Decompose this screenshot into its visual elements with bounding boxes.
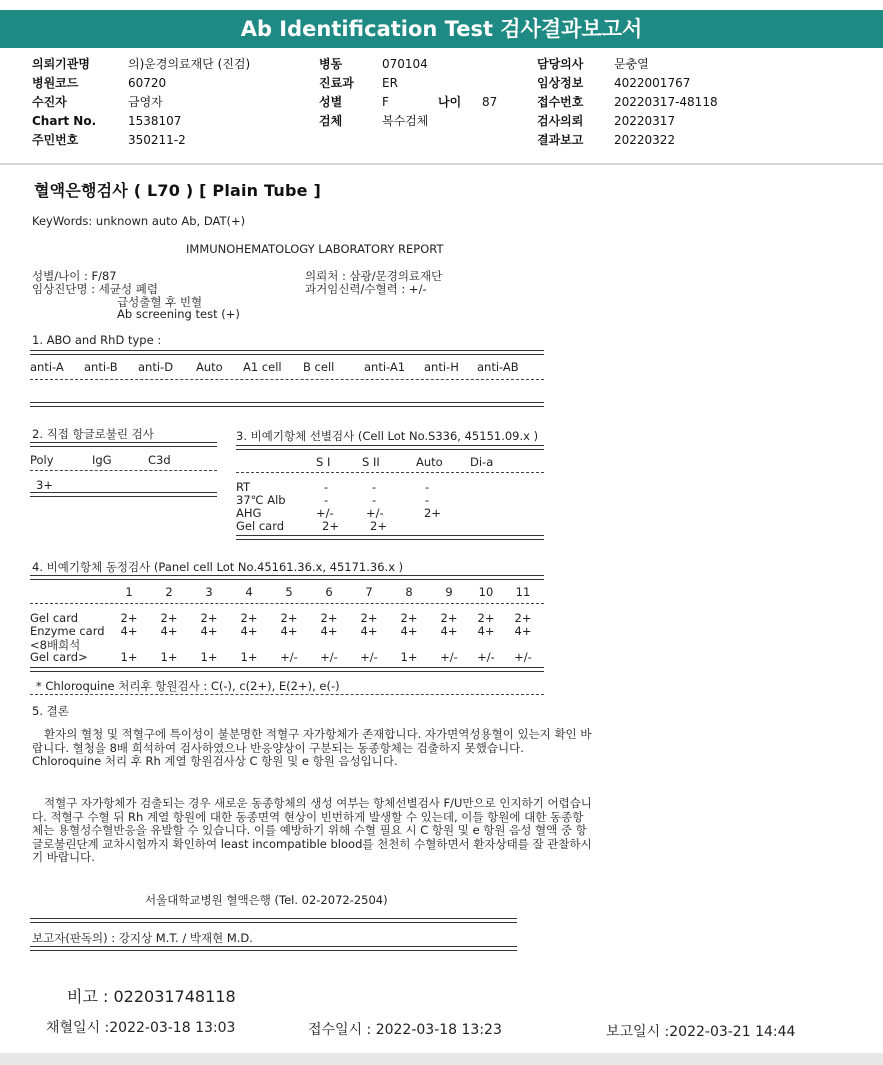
section-1-title: 1. ABO and RhD type : <box>32 333 162 347</box>
panel-cell: +/- <box>320 650 338 664</box>
panel-row-label: Gel card> <box>30 650 88 664</box>
panel-cell: +/- <box>280 650 298 664</box>
meta-value: 의)운경의료재단 (진검) <box>128 57 251 71</box>
diagnosis: 임상진단명 : 세균성 폐렴 <box>32 282 158 296</box>
double-rule <box>30 946 517 951</box>
panel-cell: +/- <box>477 650 495 664</box>
meta-label: Chart No. <box>32 114 97 128</box>
section-5-title: 5. 결론 <box>32 704 69 718</box>
panel-cell: 2+ <box>440 611 458 625</box>
chloroquine-result: * Chloroquine 처리후 항원검사 : C(-), c(2+), E(2+), e(-) <box>36 679 340 693</box>
dat-header: C3d <box>148 453 171 467</box>
collection-time: 채혈일시 :2022-03-18 13:03 <box>46 1020 236 1036</box>
meta-label: 병동 <box>319 57 343 71</box>
panel-cell: 1+ <box>240 650 258 664</box>
panel-cell: 1+ <box>120 650 138 664</box>
header-divider <box>0 163 883 165</box>
meta-label: 임상정보 <box>537 76 584 90</box>
panel-cell: +/- <box>514 650 532 664</box>
age-value: 87 <box>482 95 498 109</box>
panel-cell: 2+ <box>400 611 418 625</box>
screen-cell: 2+ <box>424 506 441 520</box>
panel-row-label: Gel card <box>30 611 79 625</box>
dat-header: IgG <box>92 453 112 467</box>
screen-header: Di-a <box>470 455 494 469</box>
panel-cell: 2+ <box>280 611 298 625</box>
panel-cell: 2+ <box>200 611 218 625</box>
meta-value: F <box>382 95 389 109</box>
panel-cell: +/- <box>440 650 458 664</box>
panel-header: 6 <box>325 585 333 599</box>
screen-cell: +/- <box>366 506 384 520</box>
meta-label: 의뢰기관명 <box>32 57 90 71</box>
screen-cell: +/- <box>316 506 334 520</box>
panel-cell: 2+ <box>240 611 258 625</box>
meta-column-2 <box>319 55 497 131</box>
panel-cell: 4+ <box>120 624 138 638</box>
panel-row-label: <8배희석 <box>30 638 81 652</box>
double-rule <box>30 402 544 407</box>
double-rule <box>30 350 544 355</box>
abo-header: anti-H <box>424 360 459 374</box>
report-body <box>0 166 883 1050</box>
panel-header: 10 <box>478 585 494 599</box>
meta-label: 담당의사 <box>537 57 584 71</box>
double-rule <box>30 575 544 580</box>
double-rule <box>236 445 544 450</box>
reporter: 보고자(판독의) : 강지상 M.T. / 박재현 M.D. <box>32 931 253 945</box>
abo-header: anti-A1 <box>364 360 406 374</box>
report-title: 혈액은행검사 ( L70 ) [ Plain Tube ] <box>34 181 321 200</box>
meta-label: 성별 <box>319 95 343 109</box>
panel-row-label: Enzyme card <box>30 624 105 638</box>
panel-cell: 4+ <box>320 624 338 638</box>
report-header: Ab Identification Test 검사결과보고서 <box>0 10 883 48</box>
panel-cell: 4+ <box>514 624 532 638</box>
diagnosis-line-3: Ab screening test (+) <box>117 307 240 321</box>
panel-cell: 4+ <box>240 624 258 638</box>
screen-row-label: Gel card <box>236 519 285 533</box>
meta-label: 검사의뢰 <box>537 114 584 128</box>
panel-cell: 2+ <box>477 611 495 625</box>
panel-header: 7 <box>365 585 373 599</box>
screen-row-label: 37℃ Alb <box>236 493 286 507</box>
meta-label: 주민번호 <box>32 133 79 147</box>
screen-cell: - <box>324 480 329 494</box>
meta-value: 20220317-48118 <box>614 95 718 109</box>
abo-header: anti-A <box>30 360 64 374</box>
panel-cell: 1+ <box>400 650 418 664</box>
meta-label: 결과보고 <box>537 133 584 147</box>
panel-header: 3 <box>205 585 213 599</box>
report-time: 보고일시 :2022-03-21 14:44 <box>606 1024 796 1040</box>
meta-value: 20220322 <box>614 133 676 147</box>
diagnosis-line-2: 급성출혈 후 빈혈 <box>117 295 203 309</box>
dashed-rule <box>30 603 544 604</box>
abo-header: anti-D <box>138 360 174 374</box>
meta-label: 병원코드 <box>32 76 79 90</box>
meta-label: 진료과 <box>319 76 354 90</box>
meta-value: 070104 <box>382 57 428 71</box>
meta-label: 검체 <box>319 114 343 128</box>
double-rule <box>30 918 517 923</box>
keywords: KeyWords: unknown auto Ab, DAT(+) <box>32 214 246 228</box>
panel-cell: 4+ <box>477 624 495 638</box>
screen-header: S I <box>316 455 331 469</box>
panel-cell: 2+ <box>320 611 338 625</box>
screen-cell: 2+ <box>370 519 387 533</box>
panel-cell: 2+ <box>360 611 378 625</box>
panel-cell: 4+ <box>280 624 298 638</box>
meta-value: ER <box>382 76 398 90</box>
meta-label: 접수번호 <box>537 95 584 109</box>
panel-cell: 2+ <box>120 611 138 625</box>
meta-value: 20220317 <box>614 114 676 128</box>
double-rule <box>30 492 217 497</box>
screen-cell: - <box>425 480 430 494</box>
screen-cell: 2+ <box>322 519 339 533</box>
panel-cell: 4+ <box>160 624 178 638</box>
screen-header: Auto <box>416 455 443 469</box>
panel-header: 11 <box>515 585 531 599</box>
abo-header: Auto <box>196 360 223 374</box>
screen-cell: - <box>324 493 329 507</box>
meta-value: 60720 <box>128 76 167 90</box>
meta-value: 350211-2 <box>128 133 186 147</box>
screen-header: S II <box>362 455 380 469</box>
panel-cell: 4+ <box>440 624 458 638</box>
screen-cell: - <box>372 493 377 507</box>
transfusion-history: 과거임신력/수혈력 : +/- <box>305 282 427 296</box>
panel-cell: +/- <box>360 650 378 664</box>
panel-header: 9 <box>445 585 453 599</box>
panel-cell: 4+ <box>360 624 378 638</box>
screen-row-label: RT <box>236 480 251 494</box>
bottom-bar <box>0 1053 883 1065</box>
report-subtitle: IMMUNOHEMATOLOGY LABORATORY REPORT <box>186 242 444 256</box>
receipt-time: 접수일시 : 2022-03-18 13:23 <box>308 1022 502 1038</box>
sex-age: 성별/나이 : F/87 <box>32 269 117 283</box>
panel-cell: 1+ <box>200 650 218 664</box>
panel-header: 5 <box>285 585 293 599</box>
panel-cell: 2+ <box>514 611 532 625</box>
requester: 의뢰처 : 삼광/문경의료재단 <box>305 269 443 283</box>
meta-label: 수진자 <box>32 95 67 109</box>
panel-header: 4 <box>245 585 253 599</box>
screen-cell: - <box>372 480 377 494</box>
panel-header: 8 <box>405 585 413 599</box>
screen-row-label: AHG <box>236 506 262 520</box>
double-rule <box>30 667 544 672</box>
meta-value: 복수검체 <box>382 114 429 128</box>
meta-value: 1538107 <box>128 114 182 128</box>
section-3-title: 3. 비예기항체 선별검사 (Cell Lot No.S336, 45151.09.x ) <box>236 429 539 443</box>
panel-cell: 2+ <box>160 611 178 625</box>
age-label: 나이 <box>438 95 462 109</box>
conclusion-paragraph-1: 환자의 혈청 및 적혈구에 특이성이 불분명한 적혈구 자가항체가 존재합니다. 자가면역성용혈이 있는지 확인 바랍니다. 혈청을 8배 희석하여 검사하였으나 반응양상이 구분되는 동종항체는 검출하지 못했습니다. Chloroquine 처리 후 Rh 계열 항원검사상 C 항원 및 e 항원 음성입니다. <box>32 727 592 768</box>
meta-value: 문충열 <box>614 57 649 71</box>
panel-header: 2 <box>165 585 173 599</box>
abo-header: anti-AB <box>477 360 519 374</box>
abo-header: anti-B <box>84 360 118 374</box>
hospital-contact: 서울대학교병원 혈액은행 (Tel. 02-2072-2504) <box>145 893 388 907</box>
dashed-rule <box>30 470 217 471</box>
section-2-title: 2. 직접 항글로불린 검사 <box>32 427 154 441</box>
dat-header: Poly <box>30 453 54 467</box>
note: 비고 : 022031748118 <box>67 987 236 1006</box>
conclusion-paragraph-2: 적혈구 자가항체가 검출되는 경우 새로운 동종항체의 생성 여부는 항체선별검사 F/U만으로 인지하기 어렵습니다. 적혈구 수혈 뒤 Rh 계열 항원에 대한 동종면역 현상이 빈번하게 발생할 수 있는데, 이들 항원에 대한 동종항체는 용혈성수혈반응을 유발할 수 있습니다. 이를 예방하기 위해 수혈 필요 시 C 항원 및 e 항원 음성 혈액 중 항글로불린단계 교차시험까지 확인하여 least incompatible blood를 천천히 수혈하면서 환자상태를 잘 관찰하시기 바랍니다. <box>32 796 592 864</box>
meta-value: 금영자 <box>128 95 163 109</box>
dat-value: 3+ <box>36 478 53 492</box>
double-rule <box>30 442 217 447</box>
double-rule <box>236 535 544 540</box>
screen-cell: - <box>425 493 430 507</box>
panel-cell: 4+ <box>400 624 418 638</box>
panel-cell: 1+ <box>160 650 178 664</box>
meta-column-1 <box>32 55 250 150</box>
meta-value: 4022001767 <box>614 76 691 90</box>
meta-column-3 <box>537 55 718 150</box>
dashed-rule <box>30 694 544 695</box>
abo-header: B cell <box>303 360 335 374</box>
panel-cell: 4+ <box>200 624 218 638</box>
abo-header: A1 cell <box>243 360 282 374</box>
dashed-rule <box>236 472 544 473</box>
dashed-rule <box>30 379 544 380</box>
panel-header: 1 <box>125 585 133 599</box>
section-4-title: 4. 비예기항체 동정검사 (Panel cell Lot No.45161.36.x, 45171.36.x ) <box>32 560 404 574</box>
